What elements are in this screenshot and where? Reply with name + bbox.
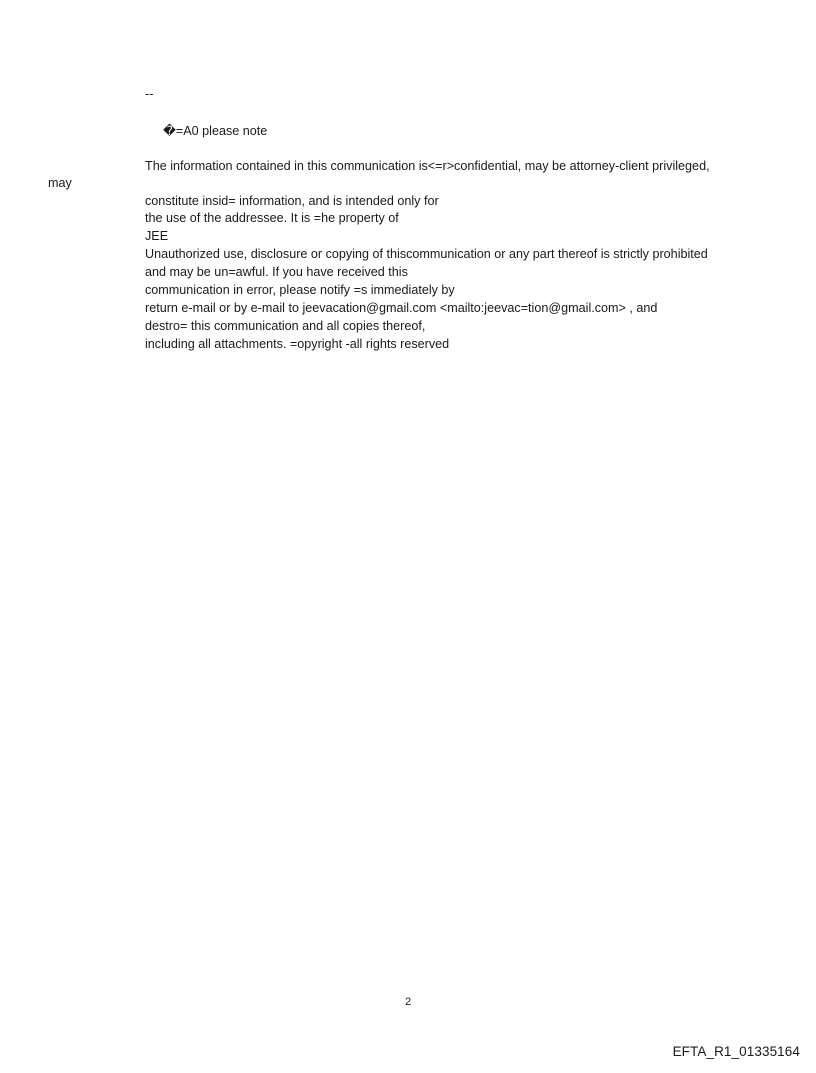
disclaimer-line-3: constitute insid= information, and is intended only for xyxy=(145,194,439,208)
separator-line: -- xyxy=(145,87,154,101)
disclaimer-line-1: The information contained in this communication is<=r>confidential, may be attorney-client privileged, xyxy=(145,159,710,173)
note-line: �=A0 please note xyxy=(163,124,268,138)
disclaimer-line-4: the use of the addressee. It is =he property of xyxy=(145,211,399,225)
disclaimer-line-5: JEE xyxy=(145,229,169,243)
disclaimer-line-7: and may be un=awful. If you have received this xyxy=(145,265,408,279)
document-id: EFTA_R1_01335164 xyxy=(672,1044,800,1059)
page-number: 2 xyxy=(404,996,412,1008)
disclaimer-line-9: return e-mail or by e-mail to jeevacation@gmail.com <mailto:jeevac=tion@gmail.com> , and xyxy=(145,301,658,315)
disclaimer-line-11: including all attachments. =opyright -all rights reserved xyxy=(145,337,450,351)
disclaimer-line-2: may xyxy=(48,176,72,190)
disclaimer-line-6: Unauthorized use, disclosure or copying of thiscommunication or any part thereof is strictly prohibited xyxy=(145,247,708,261)
disclaimer-line-8: communication in error, please notify =s immediately by xyxy=(145,283,455,297)
disclaimer-line-10: destro= this communication and all copies thereof, xyxy=(145,319,426,333)
